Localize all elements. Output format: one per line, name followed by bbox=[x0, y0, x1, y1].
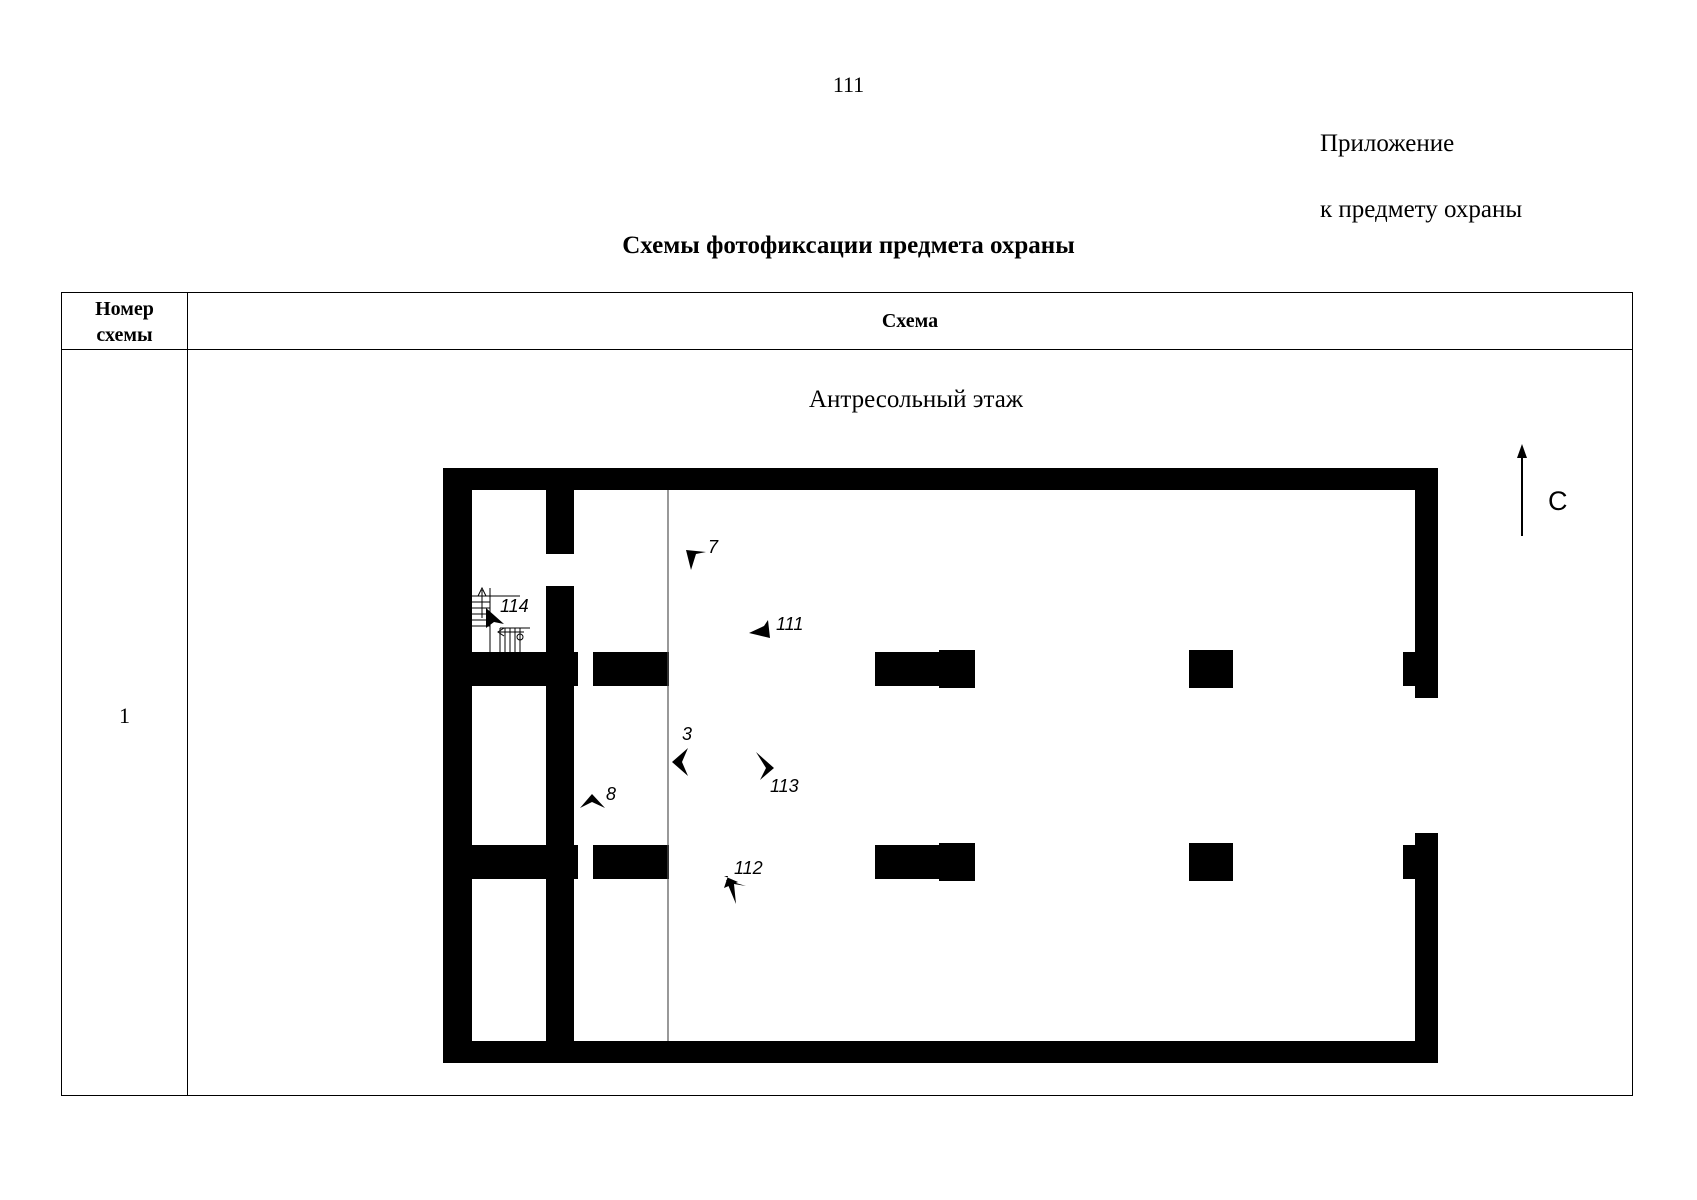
svg-text:114: 114 bbox=[500, 596, 529, 616]
svg-text:113: 113 bbox=[770, 776, 799, 796]
north-arrow-icon bbox=[1517, 444, 1527, 536]
svg-text:112: 112 bbox=[734, 858, 763, 878]
appendix-line-2: к предмету охраны bbox=[1320, 196, 1523, 223]
floor-title: Антресольный этаж bbox=[808, 386, 1024, 413]
camera-arrow-icon bbox=[686, 550, 706, 570]
svg-text:111: 111 bbox=[776, 614, 804, 634]
viewpoint-114 bbox=[486, 596, 529, 628]
viewpoint-113 bbox=[756, 752, 799, 796]
svg-text:3: 3 bbox=[682, 724, 693, 744]
appendix-line-1: Приложение bbox=[1320, 130, 1455, 157]
columns bbox=[875, 650, 1233, 881]
viewpoint-7 bbox=[686, 537, 719, 570]
outer-walls bbox=[443, 468, 1438, 1063]
svg-text:8: 8 bbox=[606, 784, 617, 804]
header-number-line-1: Номер bbox=[95, 298, 154, 320]
inner-walls bbox=[470, 490, 669, 1041]
svg-text:7: 7 bbox=[708, 537, 719, 557]
document-title: Схемы фотофиксации предмета охраны bbox=[622, 232, 1075, 259]
row-number: 1 bbox=[119, 703, 130, 728]
camera-arrow-icon bbox=[672, 748, 688, 776]
header-number-line-2: схемы bbox=[96, 324, 153, 346]
camera-arrow-icon bbox=[580, 794, 605, 808]
page-number: 111 bbox=[832, 72, 865, 97]
compass-label: С bbox=[1548, 486, 1568, 516]
viewpoint-3 bbox=[672, 724, 692, 776]
viewpoint-111 bbox=[749, 614, 803, 638]
header-scheme: Схема bbox=[881, 309, 939, 332]
viewpoint-112 bbox=[724, 858, 763, 904]
camera-arrow-icon bbox=[749, 620, 770, 638]
viewpoint-8 bbox=[580, 784, 616, 808]
